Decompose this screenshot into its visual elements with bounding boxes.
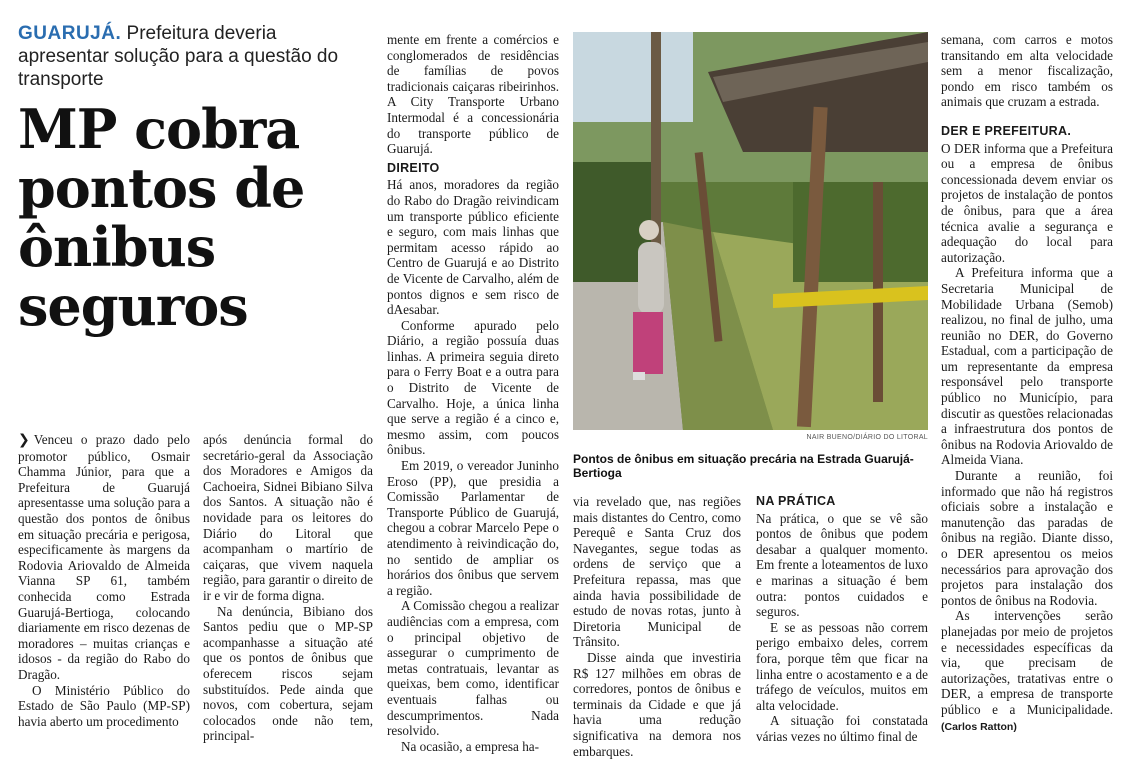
- bus-stop-photo: [573, 32, 928, 430]
- article-column-5: [756, 494, 928, 745]
- section-heading-direito: DIREITO: [387, 160, 440, 175]
- article-column-6: [941, 32, 1113, 735]
- article-column-2: [203, 432, 373, 744]
- chevron-right-icon: ❯: [18, 432, 30, 448]
- paragraph: Disse ainda que investiria R$ 127 milhões em obras de corredores, pontos de ônibus e terminais da Cidade e que já havia uma redução significativa na demora nos embarques.: [573, 649, 741, 759]
- paragraph: A situação foi constatada várias vezes no último final de: [756, 713, 928, 744]
- photo-credit: NAIR BUENO/DIÁRIO DO LITORAL: [806, 434, 928, 441]
- paragraph: semana, com carros e motos transitando em alta velocidade sem a menor fiscalização, pondo em risco também os animais que cruzam a estrada.: [941, 32, 1113, 110]
- paragraph: Na prática, o que se vê são pontos de ônibus que podem desabar a qualquer momento. Em frente a loteamentos de luxo e marinas a situação é bem outra: pontos cuidados e seguros.: [756, 510, 928, 620]
- article-column-3: [387, 32, 559, 754]
- paragraph: A Prefeitura informa que a Secretaria Municipal de Mobilidade Urbana (Semob) realizou, no final de julho, uma reunião no DER, do Governo Estadual, com a participação de um representante da empresa responsável pelo transporte público no Município, para discutir as questões relacionadas a infraestrutura dos pontos de ônibus na Rodovia Ariovaldo de Almeida Viana.: [941, 265, 1113, 468]
- paragraph: Conforme apurado pelo Diário, a região possuía duas linhas. A primeira seguia direto para o Ferry Boat e a outra para o Distrito de Vicente de Carvalho. Hoje, a única linha que serve a região é a cinco e, mesmo assim, com poucos ônibus.: [387, 317, 559, 458]
- photo-caption: Pontos de ônibus em situação precária na Estrada Guarujá-Bertioga: [573, 452, 914, 480]
- paragraph: Na denúncia, Bibiano dos Santos pediu que o MP-SP acompanhasse a situação até que os pontos de ônibus que oferecem riscos sejam substituídos. Pede ainda que novos, com cobertura, sejam colocados onde não tem, principal-: [203, 603, 373, 744]
- headline: MP cobra pontos de ônibus seguros: [18, 97, 305, 338]
- paragraph: O DER informa que a Prefeitura ou a empresa de ônibus concessionada devem enviar os projetos de instalação de pontos de ônibus, para que a área técnica avalie a segurança e adequação do local para autorização.: [941, 140, 1113, 265]
- article-column-4: [573, 494, 741, 759]
- paragraph: Em 2019, o vereador Juninho Eroso (PP), que presidia a Comissão Parlamentar de Transporte Público de Guarujá, chegou a cobrar Marcelo Pepe o atendimento à reivindicação do, no sentido de ampliar os horários dos ônibus que servem a região.: [387, 458, 559, 598]
- section-heading-der: DER E PREFEITURA.: [941, 123, 1072, 138]
- photo-illustration: [573, 32, 928, 430]
- paragraph: Durante a reunião, foi informado que não há registros oficiais sobre a instalação e manutenção das paradas de ônibus na região. Diante disso, o DER apresentou os meios necessários para aprovação dos projetos para instalação dos pontos de ônibus na Rodovia.: [941, 468, 1113, 608]
- kicker: [18, 22, 363, 91]
- paragraph: O Ministério Público do Estado de São Paulo (MP-SP) havia aberto um procedimento: [18, 682, 190, 729]
- author-credit: (Carlos Ratton): [941, 720, 1017, 733]
- paragraph: Há anos, moradores da região do Rabo do Dragão reivindicam um transporte público eficiente e seguro, com mais linhas que permitam acesso rápido ao Centro de Guarujá e ao Distrito de Vicente de Carvalho, além de pontos dignos e sem risco de dAesabar.: [387, 177, 559, 318]
- article-column-1: [18, 432, 190, 729]
- kicker-text: Prefeitura deveria apresentar solução para a questão do transporte: [18, 23, 339, 90]
- paragraph: via revelado que, nas regiões mais distantes do Centro, como Perequê e Santa Cruz dos Navegantes, segue todas as ordens de serviço que a Prefeitura repassa, mas que ainda havia possibilidade de estudo de novas rotas, junto à Diretoria Municipal de Trânsito.: [573, 494, 741, 650]
- paragraph: após denúncia formal do secretário-geral da Associação dos Moradores e Amigos da Cachoeira, Sidnei Bibiano Silva dos Santos. A situação não é novidade para os leitores do Diário do Litoral que acompanham o martírio de caiçaras, que vivem naquela região, para garantir o direito de ir e vir de forma digna.: [203, 432, 373, 603]
- section-heading-na-pratica: NA PRÁTICA: [756, 494, 836, 508]
- paragraph: A Comissão chegou a realizar audiências com a empresa, com o principal objetivo de assegurar o cumprimento de metas contratuais, levantar as queixas, bem como, identificar eventuais falhas ou descumprimentos. Nada resolvido.: [387, 598, 559, 739]
- kicker-tag: GUARUJÁ.: [18, 23, 122, 44]
- paragraph: As intervenções serão planejadas por meio de projetos e necessidades específicas da via, que precisam de autorizações, tratativas entre o DER, a empresa de transporte público e a Municipalidade. (Carlos Ratton): [941, 608, 1113, 733]
- paragraph: Na ocasião, a empresa ha-: [401, 738, 540, 754]
- paragraph: ❯ Venceu o prazo dado pelo promotor público, Osmair Chamma Júnior, para que a Prefeitura de Guarujá apresentasse uma solução para a questão dos pontos de ônibus em situação precária e perigosa, especificamente às margens da Rodovia Ariovaldo de Almeida Vianna SP 61, também conhecida como Estrada Guarujá-Bertioga, colocando diariamente em risco dezenas de moradores – muitas crianças e idosos - da região do Rabo do Dragão.: [18, 432, 190, 682]
- paragraph: mente em frente a comércios e conglomerados de residências de famílias de povos tradicionais caiçaras ribeirinhos. A City Transporte Urbano Intermodal é a concessionária do transporte público de Guarujá.: [387, 32, 559, 157]
- paragraph: E se as pessoas não correm perigo embaixo deles, correm fora, porque têm que ficar na linha entre o acostamento e a de tráfego de veículos, muitos em alta velocidade.: [756, 619, 928, 713]
